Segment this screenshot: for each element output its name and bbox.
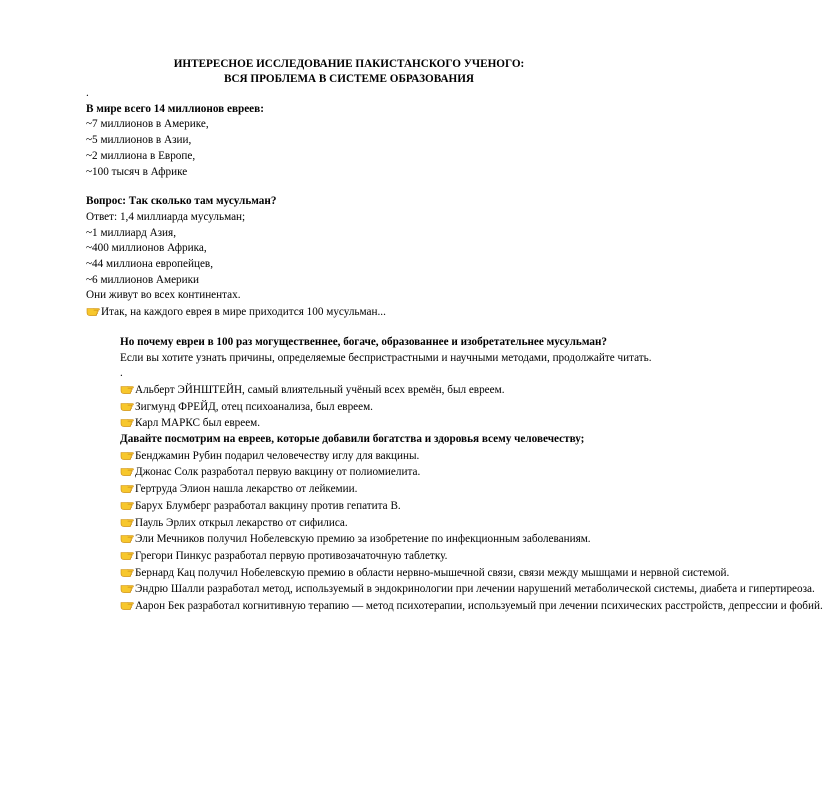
pointing-hand-icon: [120, 481, 134, 493]
contribution-text: Барух Блумберг разработал вакцину против гепатита B.: [135, 499, 401, 512]
list-item: ~400 миллионов Африка,: [86, 242, 207, 255]
contribution-item: [86, 581, 815, 598]
list-item: ~2 миллиона в Европе,: [86, 149, 196, 162]
continents-line: Они живут во всех континентах.: [86, 289, 241, 302]
pointing-hand-icon: [120, 399, 134, 411]
contribution-item: [86, 464, 572, 481]
pointing-hand-icon: [120, 548, 134, 560]
contribution-text: Грегори Пинкус разработал первую противозачаточную таблетку.: [135, 549, 448, 562]
spacer: [86, 321, 572, 335]
muslims-answer: Ответ: 1,4 миллиарда мусульман;: [86, 210, 246, 223]
pointing-hand-icon: [120, 498, 134, 510]
muslims-question: Вопрос: Так сколько там мусульман?: [86, 195, 277, 208]
list-item: ~6 миллионов Америки: [86, 273, 200, 286]
separator-dot: .: [120, 367, 123, 380]
contribution-text: Бенджамин Рубин подарил человечеству иглу для вакцины.: [135, 449, 420, 462]
spacer: [86, 180, 572, 194]
contribution-item: [86, 531, 591, 548]
famous-text: Зигмунд ФРЕЙД, отец психоанализа, был евреем.: [135, 400, 373, 413]
conclusion-text: Итак, на каждого еврея в мире приходится 100 мусульман...: [101, 306, 386, 319]
why-question: Но почему евреи в 100 раз могущественнее, богаче, образованнее и изобретательнее мусульман?: [120, 335, 608, 348]
pointing-hand-icon: [120, 464, 134, 476]
pointing-hand-icon: [120, 448, 134, 460]
famous-item: [86, 415, 572, 432]
contribution-item: [86, 448, 572, 465]
pointing-hand-icon: [120, 581, 134, 593]
contribution-text: Гертруда Элион нашла лекарство от лейкемии.: [135, 483, 358, 496]
title-line-2: ВСЯ ПРОБЛЕМА В СИСТЕМЕ ОБРАЗОВАНИЯ: [223, 73, 475, 85]
pointing-hand-icon: [120, 515, 134, 527]
contribution-text: Пауль Эрлих открыл лекарство от сифилиса.: [135, 516, 348, 529]
list-item: ~1 миллиард Азия,: [86, 226, 176, 239]
pointing-hand-icon: [120, 382, 134, 394]
pointing-hand-icon: [120, 565, 134, 577]
contribution-text: Эли Мечников получил Нобелевскую премию за изобретение по инфекционным заболеваниям.: [135, 533, 591, 546]
pointing-hand-icon: [86, 304, 100, 316]
list-item: ~5 миллионов в Азии,: [86, 134, 192, 147]
jews-heading: В мире всего 14 миллионов евреев:: [86, 102, 264, 115]
title-line-1: ИНТЕРЕСНОЕ ИССЛЕДОВАНИЕ ПАКИСТАНСКОГО УЧЕНОГО:: [173, 58, 525, 70]
contribution-text: Джонас Солк разработал первую вакцину от полиомиелита.: [135, 466, 421, 479]
pointing-hand-icon: [120, 598, 134, 610]
famous-item: [86, 382, 572, 399]
contribution-item: [86, 498, 572, 515]
contribution-item: [86, 565, 730, 582]
famous-text: Альберт ЭЙНШТЕЙН, самый влиятельный учёный всех времён, был евреем.: [135, 383, 505, 396]
list-item: ~44 миллиона европейцев,: [86, 258, 214, 271]
document-body: [86, 86, 823, 615]
list-item: ~100 тысяч в Африке: [86, 165, 188, 178]
separator-dot: .: [86, 87, 89, 99]
pointing-hand-icon: [120, 415, 134, 427]
conclusion-line: [86, 304, 572, 321]
contribution-text: Эндрю Шалли разработал метод, используемый в эндокринологии при лечении нарушений метаболической системы, диабета и гипертиреоза.: [135, 583, 815, 596]
contribution-item: [86, 515, 572, 532]
pointing-hand-icon: [120, 531, 134, 543]
contribution-item: [86, 548, 572, 565]
contribution-text: Аарон Бек разработал когнитивную терапию — метод психотерапии, используемый при лечении психических расстройств, депрессии и фобий.: [135, 600, 823, 613]
contributions-list: [86, 448, 823, 615]
list-item: ~7 миллионов в Америке,: [86, 118, 209, 131]
contributions-heading: Давайте посмотрим на евреев, которые добавили богатства и здоровья всему человечеству;: [120, 433, 585, 446]
contribution-item: [86, 481, 572, 498]
why-text: Если вы хотите узнать причины, определяемые беспристрастными и научными методами, продолжайте читать.: [120, 351, 652, 364]
famous-item: [86, 399, 572, 416]
contribution-item: [86, 598, 823, 615]
famous-text: Карл МАРКС был евреем.: [135, 417, 261, 430]
contribution-text: Бернард Кац получил Нобелевскую премию в области нервно-мышечной связи, связи между мышцами и нервной системой.: [135, 566, 730, 579]
